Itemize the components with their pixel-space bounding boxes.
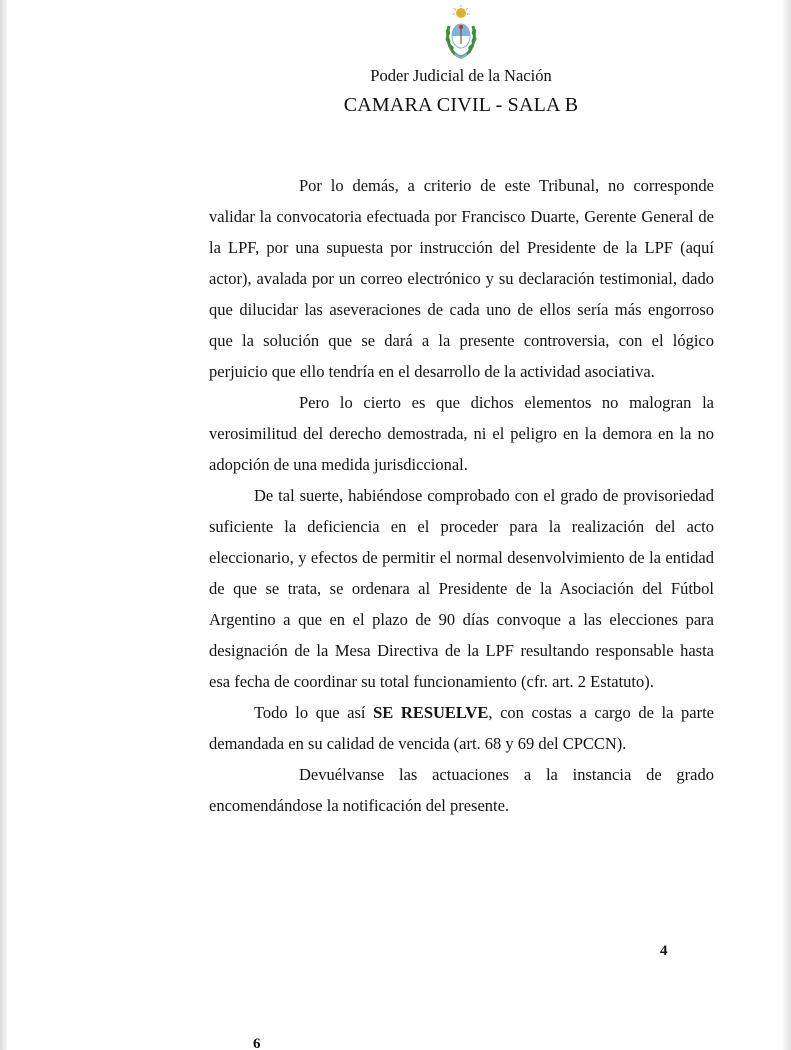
paragraph-1: Por lo demás, a criterio de este Tribunal, no corresponde validar la convocatoria efectuada por Francisco Duarte, Gerente General de la LPF, por una supuesta por instrucción del Presidente de la LPF (aquí actor), avalada por un correo electrónico y su declaración testimonial, dado que dilucidar las aseveraciones de cada uno de ellos sería más engorroso que la solución que se dará a la presente controversia, con el lógico perjuicio que ello tendría en el desarrollo de la actividad asociativa. [209, 176, 714, 381]
paragraph-2: Pero lo cierto es que dichos elementos no malogran la verosimilitud del derecho demostrada, ni el peligro en la demora en la no adopción de una medida jurisdiccional. [209, 393, 714, 474]
footer-page-number: 6 [253, 1036, 261, 1050]
page-number: 4 [660, 943, 668, 959]
paragraph-5: Devuélvanse las actuaciones a la instancia de grado encomendándose la notificación del presente. [209, 765, 714, 815]
paragraph-3: De tal suerte, habiéndose comprobado con el grado de provisoriedad suficiente la deficiencia en el proceder para la realización del acto eleccionario, y efectos de permitir el normal desenvolvimiento de la entidad de que se trata, se ordenara al Presidente de la Asociación del Fútbol Argentino a que en el plazo de 90 días convoque a las elecciones para designación de la Mesa Directiva de la LPF resultando responsable hasta esa fecha de coordinar su total funcionamiento (cfr. art. 2 Estatuto). [209, 486, 714, 691]
page-right-edge [783, 0, 791, 1050]
resolution-tail-text: , con costas a cargo de la parte demandada en su calidad de vencida (art. 68 y 69 del CPCCN). [209, 703, 714, 753]
institution-name: Poder Judicial de la Nación [370, 66, 552, 85]
page-left-edge [0, 0, 7, 1050]
national-coat-of-arms-icon [443, 4, 479, 60]
chamber-name: CAMARA CIVIL - SALA B [343, 94, 579, 116]
resolution-lead-text: Todo lo que así [254, 703, 374, 722]
resolution-keyword: SE RESUELVE [373, 703, 489, 722]
paragraph-4 [209, 697, 714, 759]
ruling-body [209, 170, 714, 821]
